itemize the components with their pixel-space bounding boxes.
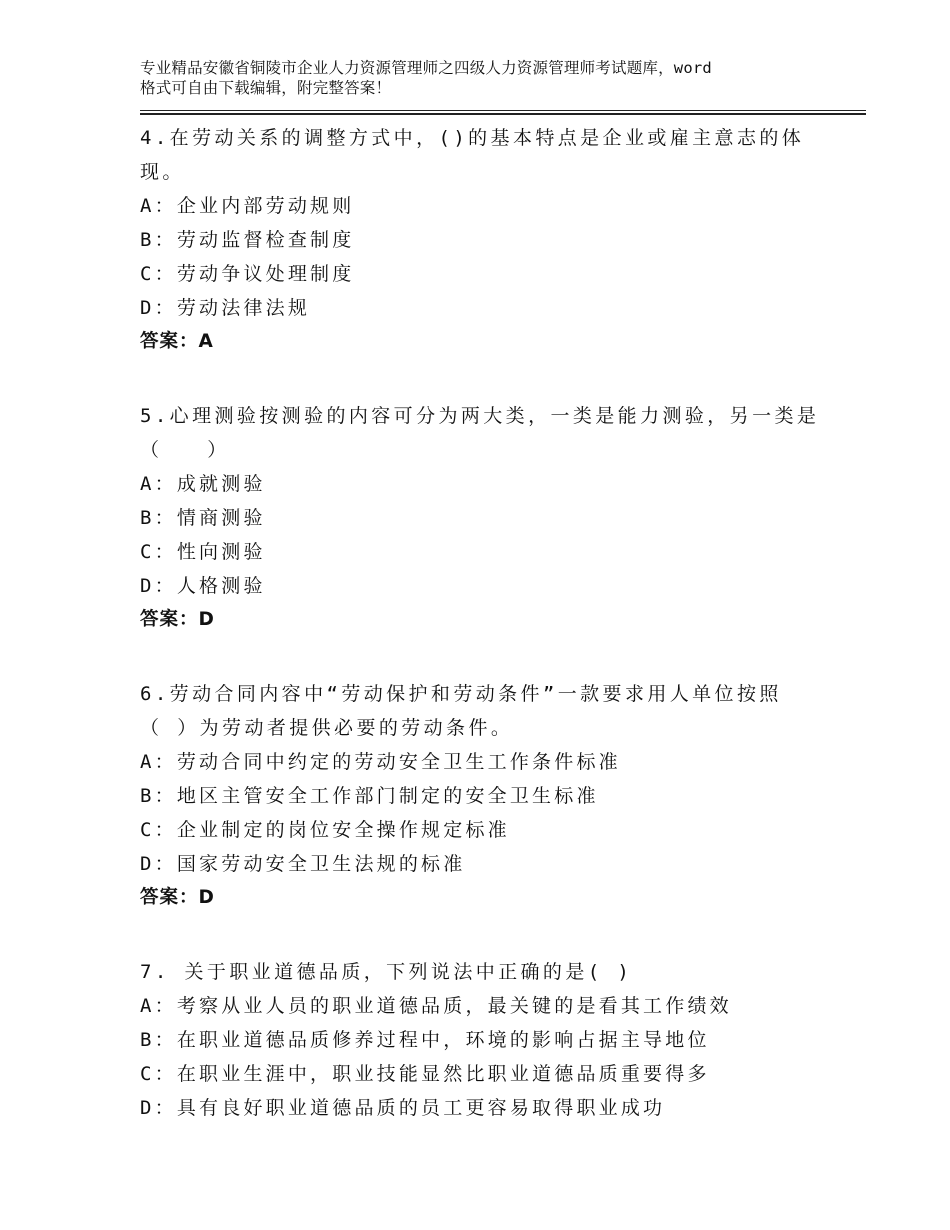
question-stem-line: 4.在劳动关系的调整方式中，()的基本特点是企业或雇主意志的体 (140, 127, 805, 149)
option-d: D：劳动法律法规 (140, 297, 311, 319)
answer-label: 答案：D (140, 609, 215, 630)
divider-thick-line (140, 113, 866, 115)
question-stem-line: （ ）为劳动者提供必要的劳动条件。 (140, 717, 514, 739)
question-spacer (140, 359, 870, 393)
divider-thin-line (140, 110, 866, 111)
option-a: A：劳动合同中约定的劳动安全卫生工作条件标准 (140, 751, 621, 773)
answer-label: 答案：D (140, 887, 215, 908)
option-b: B：在职业道德品质修养过程中，环境的影响占据主导地位 (140, 1029, 710, 1051)
question-4 (140, 121, 870, 359)
option-a: A：企业内部劳动规则 (140, 195, 355, 217)
answer-label: 答案：A (140, 331, 214, 352)
option-d: D：国家劳动安全卫生法规的标准 (140, 853, 466, 875)
option-b: B：劳动监督检查制度 (140, 229, 355, 251)
question-stem-line: 5.心理测验按测验的内容可分为两大类，一类是能力测验，另一类是 (140, 405, 820, 427)
question-6 (140, 677, 870, 915)
question-spacer (140, 637, 870, 671)
option-c: C：劳动争议处理制度 (140, 263, 355, 285)
question-spacer (140, 915, 870, 949)
option-a: A：考察从业人员的职业道德品质，最关键的是看其工作绩效 (140, 995, 732, 1017)
header-line-2: 格式可自由下载编辑，附完整答案！ (140, 79, 392, 97)
option-a: A：成就测验 (140, 473, 266, 495)
document-header (140, 58, 870, 98)
option-c: C：性向测验 (140, 541, 266, 563)
document-page (140, 58, 870, 1125)
option-c: C：在职业生涯中，职业技能显然比职业道德品质重要得多 (140, 1063, 710, 1085)
question-5 (140, 399, 870, 637)
option-c: C：企业制定的岗位安全操作规定标准 (140, 819, 510, 841)
question-7 (140, 955, 870, 1125)
header-divider (140, 110, 866, 115)
question-stem-line: 现。 (140, 161, 185, 183)
option-b: B：情商测验 (140, 507, 266, 529)
option-b: B：地区主管安全工作部门制定的安全卫生标准 (140, 785, 599, 807)
option-d: D：具有良好职业道德品质的员工更容易取得职业成功 (140, 1097, 666, 1119)
question-stem-line: （ ） (140, 439, 230, 461)
question-stem-line: 7. 关于职业道德品质，下列说法中正确的是( ) (140, 961, 633, 983)
header-line-1: 专业精品安徽省铜陵市企业人力资源管理师之四级人力资源管理师考试题库，word (140, 59, 712, 77)
option-d: D：人格测验 (140, 575, 266, 597)
question-stem-line: 6.劳动合同内容中“劳动保护和劳动条件”一款要求用人单位按照 (140, 683, 782, 705)
